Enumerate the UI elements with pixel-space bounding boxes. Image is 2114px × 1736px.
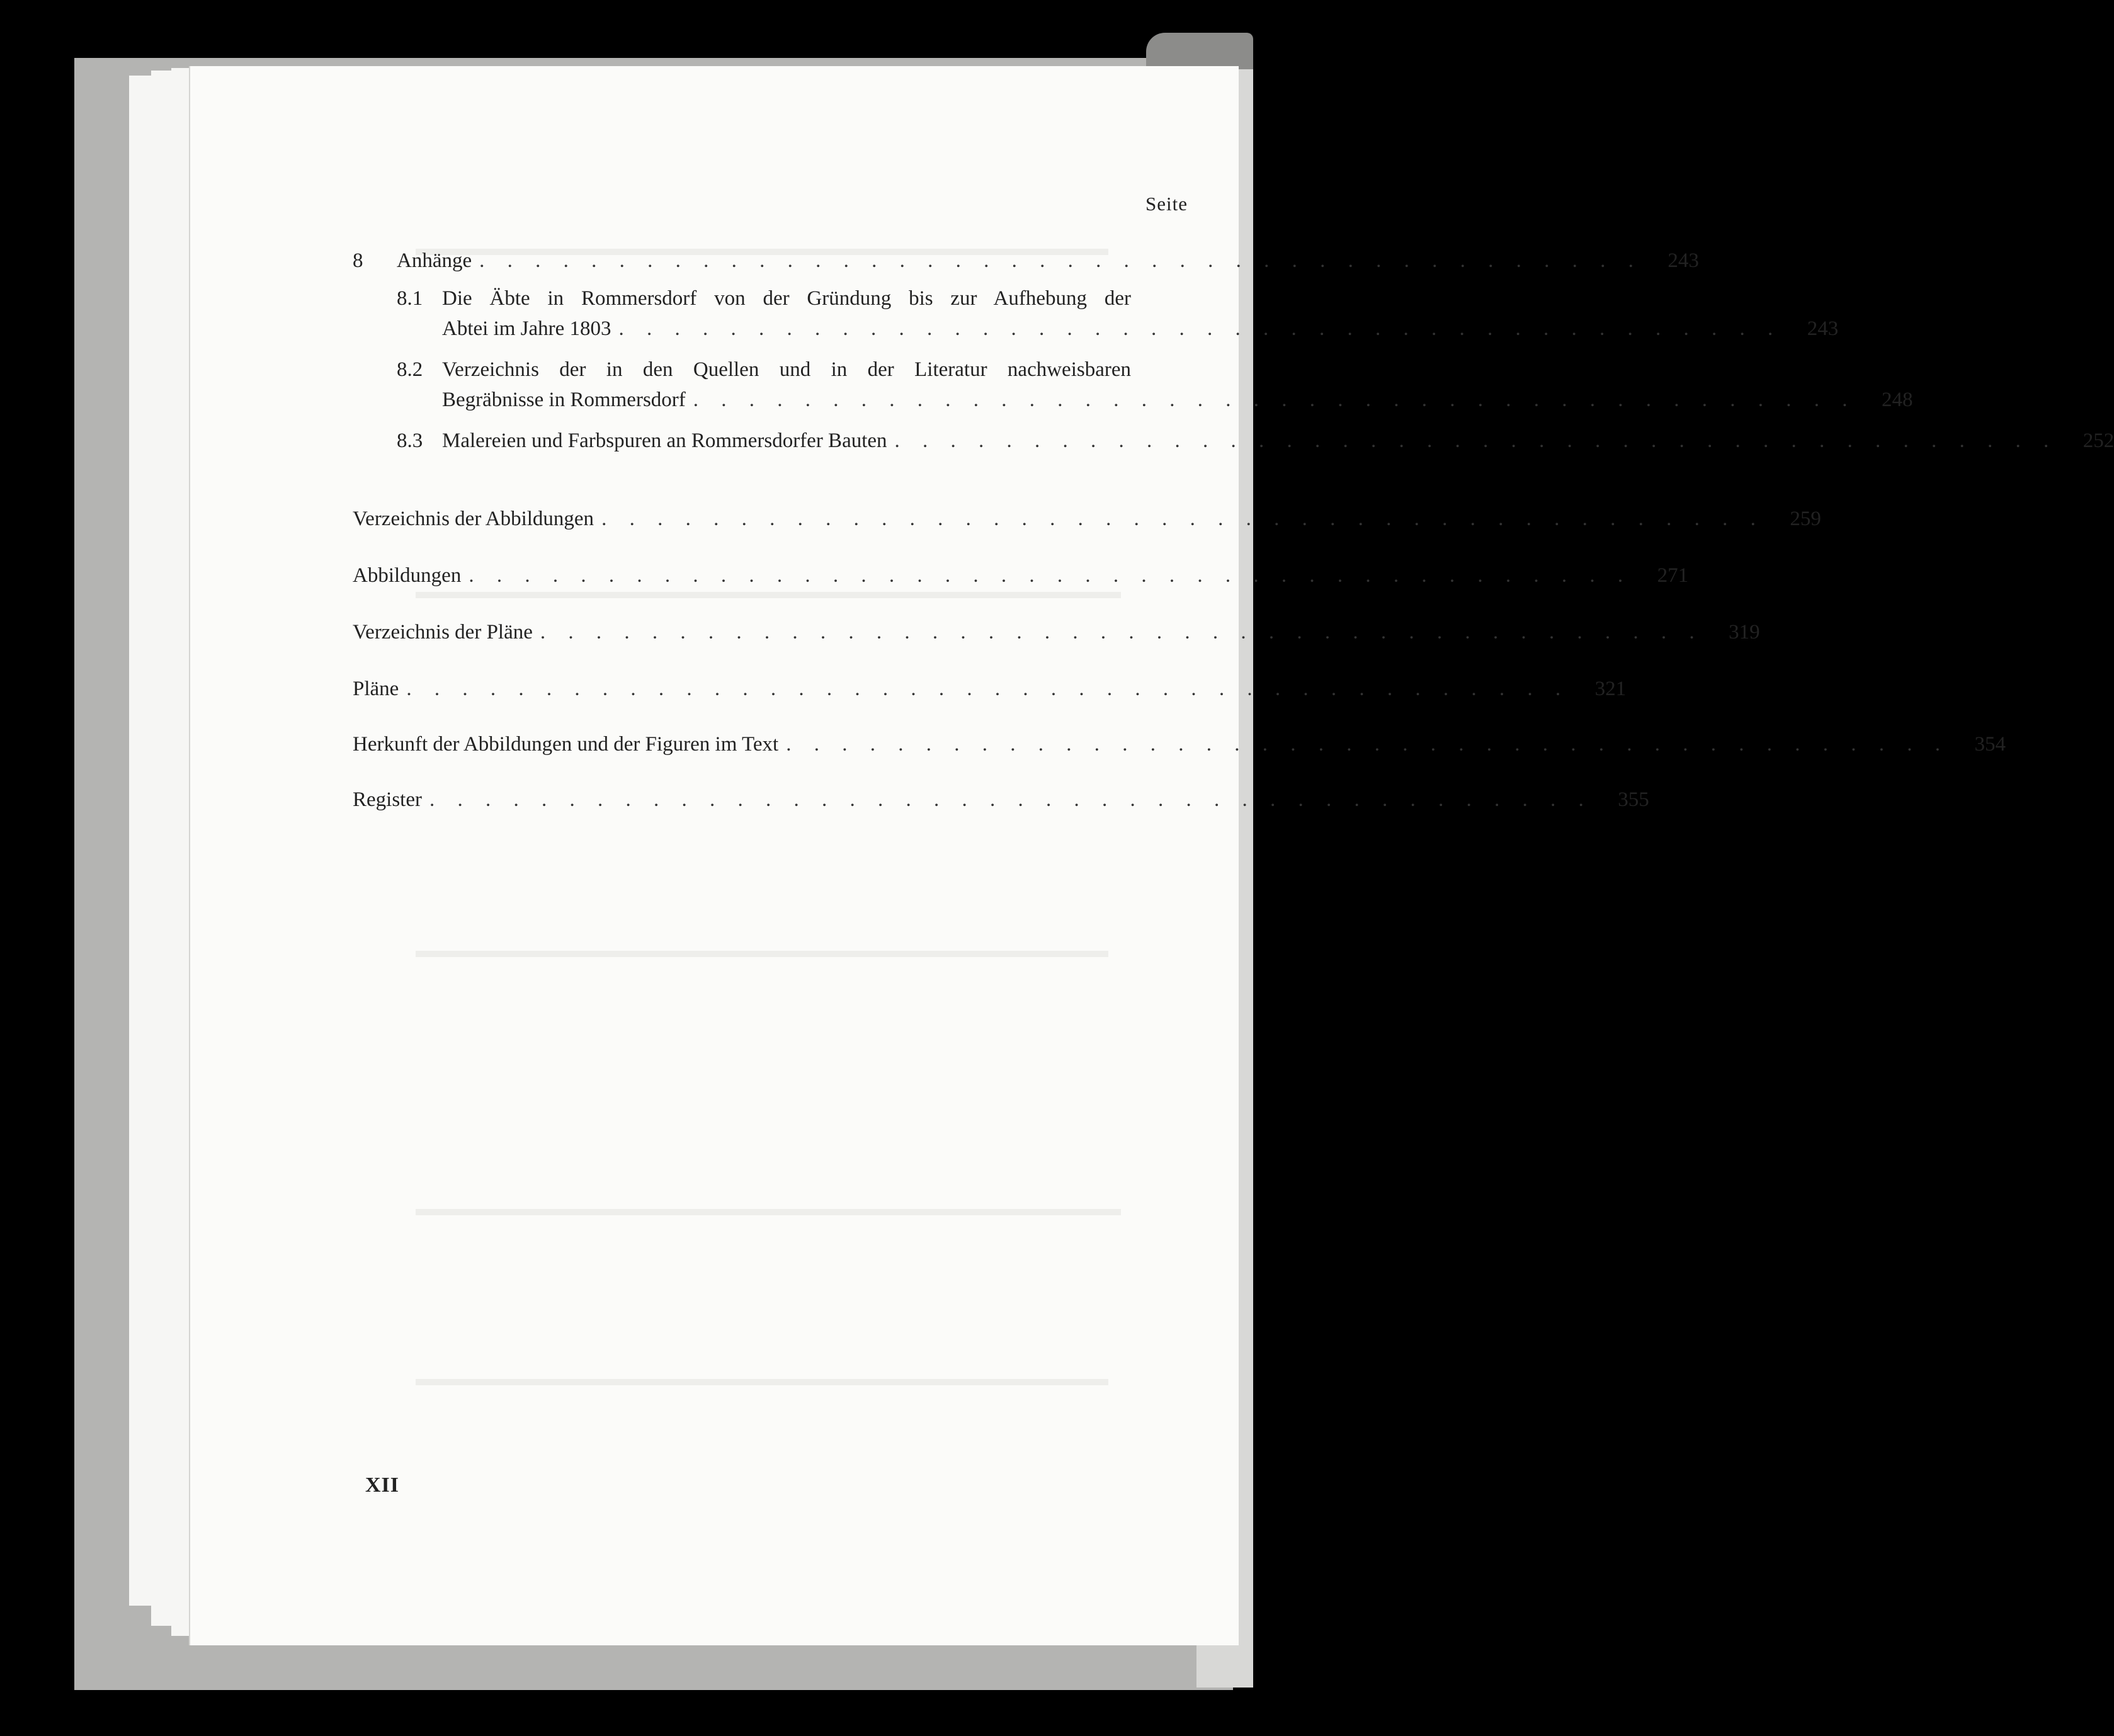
toc-entry-body xyxy=(442,355,1913,415)
toc-entry-page: 271 xyxy=(1657,564,1689,587)
toc-entry-last-line xyxy=(353,674,1627,704)
toc-entry-last-line xyxy=(353,504,1821,534)
toc-entry-title-line: Verzeichnis der in den Quellen und in der Literatur nachweisbaren xyxy=(442,358,1131,381)
toc-entry-body xyxy=(353,674,1627,704)
toc-entry-last-line xyxy=(353,785,1649,815)
toc-entry-title: Abbildungen xyxy=(353,564,462,587)
toc-entry-last-line xyxy=(442,385,1913,415)
toc-entry-title: Begräbnisse in Rommersdorf xyxy=(442,389,686,411)
toc-entry-title: Pläne xyxy=(353,678,399,700)
toc-entry-last-line xyxy=(353,729,2006,759)
toc-entry-page: 243 xyxy=(1668,249,1699,272)
toc-entry-body xyxy=(353,729,2006,759)
toc-entry-body xyxy=(442,426,2114,456)
toc-entry-title: Herkunft der Abbildungen und der Figuren im Text xyxy=(353,733,779,756)
dot-leader: . . . . . . . . . . . . . . . . . . . . . . . . . . . . . . . . . . . . . . . . . . xyxy=(469,564,1632,587)
dot-leader: . . . . . . . . . . . . . . . . . . . . . . . . . . . . . . . . . . . . . . . . . . xyxy=(601,508,1765,530)
page-number: XII xyxy=(365,1473,400,1497)
toc-entry-body xyxy=(353,504,1821,534)
toc-entry-number: 8 xyxy=(353,249,363,272)
book-cover-top-edge xyxy=(1146,33,1253,71)
toc-entry-page: 259 xyxy=(1790,508,1821,530)
bleed-through-line xyxy=(416,592,1121,598)
dot-leader: . . . . . . . . . . . . . . . . . . . . . . . . . . . . . . . . . . . . . . . . . . xyxy=(894,429,2058,452)
toc-entry-title-line: Die Äbte in Rommersdorf von der Gründung bis zur Aufhebung der xyxy=(442,287,1131,310)
toc-entry-page: 248 xyxy=(1882,389,1913,411)
toc-entry-last-line xyxy=(353,560,1689,591)
dot-leader: . . . . . . . . . . . . . . . . . . . . . . . . . . . . . . . . . . . . . . . . . . xyxy=(429,788,1593,811)
toc-entry-title: Malereien und Farbspuren an Rommersdorfer Bauten xyxy=(442,429,887,452)
toc-entry-page: 252 xyxy=(2083,429,2114,452)
dot-leader: . . . . . . . . . . . . . . . . . . . . . . . . . . . . . . . . . . . . . . . . . . xyxy=(618,317,1782,340)
toc-entry-last-line xyxy=(442,314,1839,344)
toc-entry-last-line xyxy=(442,426,2114,456)
bleed-through-line xyxy=(416,1209,1121,1215)
toc-entry-title: Verzeichnis der Abbildungen xyxy=(353,508,594,530)
toc-entry-page: 354 xyxy=(1974,733,2006,756)
dot-leader: . . . . . . . . . . . . . . . . . . . . . . . . . . . . . . . . . . . . . . . . . . xyxy=(406,678,1570,700)
toc-entry-last-line xyxy=(353,617,1760,647)
toc-entry-number: 8.2 xyxy=(397,358,423,381)
bleed-through-line xyxy=(416,951,1108,957)
dot-leader: . . . . . . . . . . . . . . . . . . . . . . . . . . . . . . . . . . . . . . . . . . xyxy=(693,389,1856,411)
toc-entry-body xyxy=(397,246,1699,276)
toc-entry-page: 355 xyxy=(1618,788,1649,811)
toc-entry-title: Anhänge xyxy=(397,249,472,272)
bleed-through-line xyxy=(416,1379,1108,1385)
toc-entry-page: 319 xyxy=(1729,621,1760,644)
toc-entry-title: Register xyxy=(353,788,422,811)
toc-entry-last-line xyxy=(397,246,1699,276)
toc-entry-body xyxy=(353,560,1689,591)
toc-entry-title: Abtei im Jahre 1803 xyxy=(442,317,611,340)
toc-entry-page: 243 xyxy=(1807,317,1839,340)
toc-entry-body xyxy=(442,283,1839,344)
dot-leader: . . . . . . . . . . . . . . . . . . . . . . . . . . . . . . . . . . . . . . . . . . xyxy=(479,249,1642,272)
toc-entry-page: 321 xyxy=(1594,678,1627,700)
page-column-header: Seite xyxy=(1145,193,1188,215)
dot-leader: . . . . . . . . . . . . . . . . . . . . . . . . . . . . . . . . . . . . . . . . . . xyxy=(540,621,1703,644)
toc-entry-number: 8.1 xyxy=(397,287,423,310)
toc-entry-title: Verzeichnis der Pläne xyxy=(353,621,533,644)
toc-entry-number: 8.3 xyxy=(397,429,423,452)
dot-leader: . . . . . . . . . . . . . . . . . . . . . . . . . . . . . . . . . . . . . . . . . . xyxy=(786,733,1949,756)
toc-entry-body xyxy=(353,617,1760,647)
toc-entry-body xyxy=(353,785,1649,815)
